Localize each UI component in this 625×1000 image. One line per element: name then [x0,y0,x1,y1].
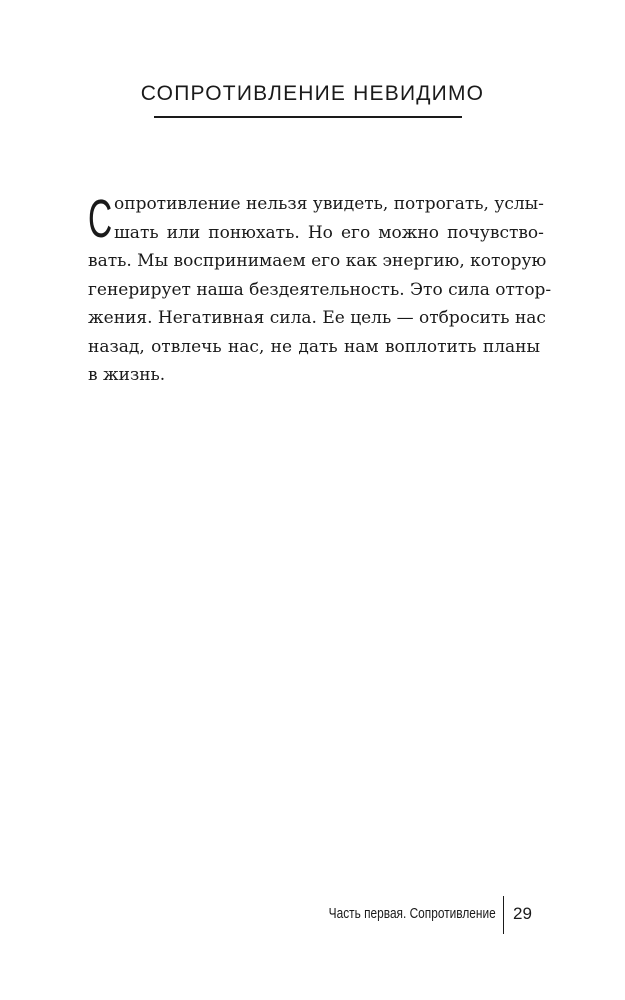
body-paragraph [88,189,552,390]
text-line-3: вать. Мы воспринимаем его как энергию, которую [88,251,547,271]
running-footer-title: Часть первая. Сопротивление [328,906,496,922]
text-line-2: шать или понюхать. Но его можно почувство- [114,222,544,243]
title-underline [154,116,462,118]
dropcap-block [88,189,544,249]
page-number: 29 [513,904,532,923]
text-line-4: генерирует наша бездеятельность. Это сила оттор- [88,279,552,300]
dropcap-lines [114,190,544,247]
text-line-5: жения. Негативная сила. Ее цель — отбросить нас [88,308,546,328]
text-line-1: опротивление нельзя увидеть, потрогать, услы- [114,194,544,214]
chapter-title: СОПРОТИВЛЕНИЕ НЕВИДИМО [140,82,485,105]
text-line-7: в жизнь. [88,365,166,385]
footer-divider [503,896,504,934]
drop-cap: С [88,189,113,249]
text-line-6: назад, отвлечь нас, не дать нам воплотить планы [88,336,540,357]
